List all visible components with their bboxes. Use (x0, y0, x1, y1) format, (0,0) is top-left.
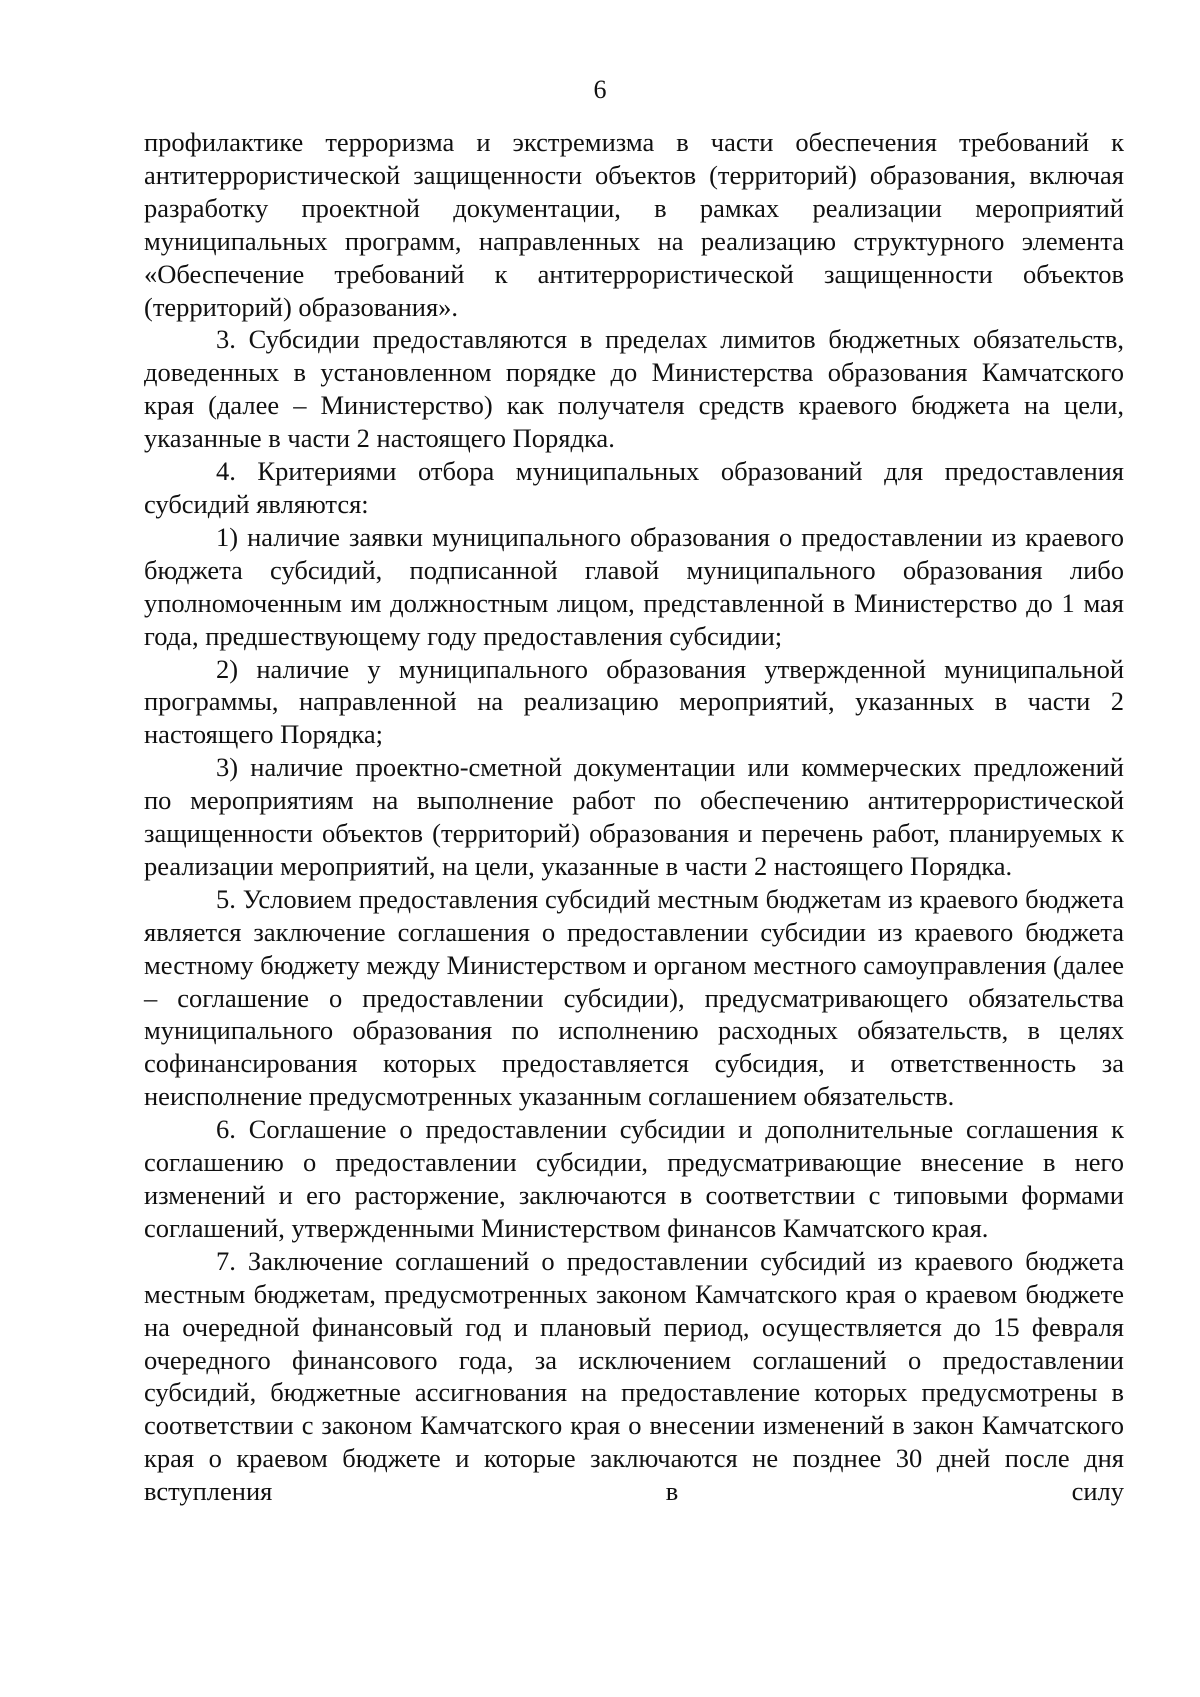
paragraph-continuation: профилактике терроризма и экстремизма в части обеспечения требований к антитеррористической защищенности объектов (территорий) образования, включая разработку проектной документации, в рамках реализации мероприятий муниципальных программ, направленных на реализацию структурного элемента «Обеспечение требований к антитеррористической защищенности объектов (территорий) образования». (144, 127, 1124, 322)
paragraph-6: 6. Соглашение о предоставлении субсидии и дополнительные соглашения к соглашению о предоставлении субсидии, предусматривающие внесение в него изменений и его расторжение, заключаются в соответствии с типовыми формами соглашений, утвержденными Министерством финансов Камчатского края. (144, 1114, 1124, 1243)
criterion-3: 3) наличие проектно-сметной документации или коммерческих предложений по мероприятиям на выполнение работ по обеспечению антитеррористической защищенности объектов (территорий) образования и перечень работ, планируемых к реализации мероприятий, на цели, указанные в части 2 настоящего Порядка. (144, 752, 1124, 881)
document-body (144, 126, 1124, 1508)
criterion-2: 2) наличие у муниципального образования утвержденной муниципальной программы, направленной на реализацию мероприятий, указанных в части 2 настоящего Порядка; (144, 653, 1124, 750)
criterion-1: 1) наличие заявки муниципального образования о предоставлении из краевого бюджета субсидий, подписанной главой муниципального образования либо уполномоченным им должностным лицом, представленной в Министерство до 1 мая года, предшествующему году предоставления субсидии; (144, 521, 1124, 651)
paragraph-5: 5. Условием предоставления субсидий местным бюджетам из краевого бюджета является заключение соглашения о предоставлении субсидии из краевого бюджета местному бюджету между Министерством и органом местного самоуправления (далее – соглашение о предоставлении субсидии), предусматривающего обязательства муниципального образования по исполнению расходных обязательств, в целях софинансирования которых предоставляется субсидия, и ответственность за неисполнение предусмотренных указанным соглашением обязательств. (144, 883, 1124, 1112)
page-number: 6 (593, 75, 607, 104)
paragraph-7: 7. Заключение соглашений о предоставлении субсидий из краевого бюджета местным бюджетам, предусмотренных законом Камчатского края о краевом бюджете на очередной финансовый год и плановый период, осуществляется до 15 февраля очередного финансового года, за исключением соглашений о предоставлении субсидий, бюджетные ассигнования на предоставление которых предусмотрены в соответствии с законом Камчатского края о внесении изменений в закон Камчатского края о краевом бюджете и которые заключаются не позднее 30 дней после дня вступления в силу (144, 1245, 1124, 1507)
paragraph-3: 3. Субсидии предоставляются в пределах лимитов бюджетных обязательств, доведенных в установленном порядке до Министерства образования Камчатского края (далее – Министерство) как получателя средств краевого бюджета на цели, указанные в части 2 настоящего Порядка. (144, 324, 1124, 454)
paragraph-4: 4. Критериями отбора муниципальных образований для предоставления субсидий являются: (144, 456, 1124, 519)
